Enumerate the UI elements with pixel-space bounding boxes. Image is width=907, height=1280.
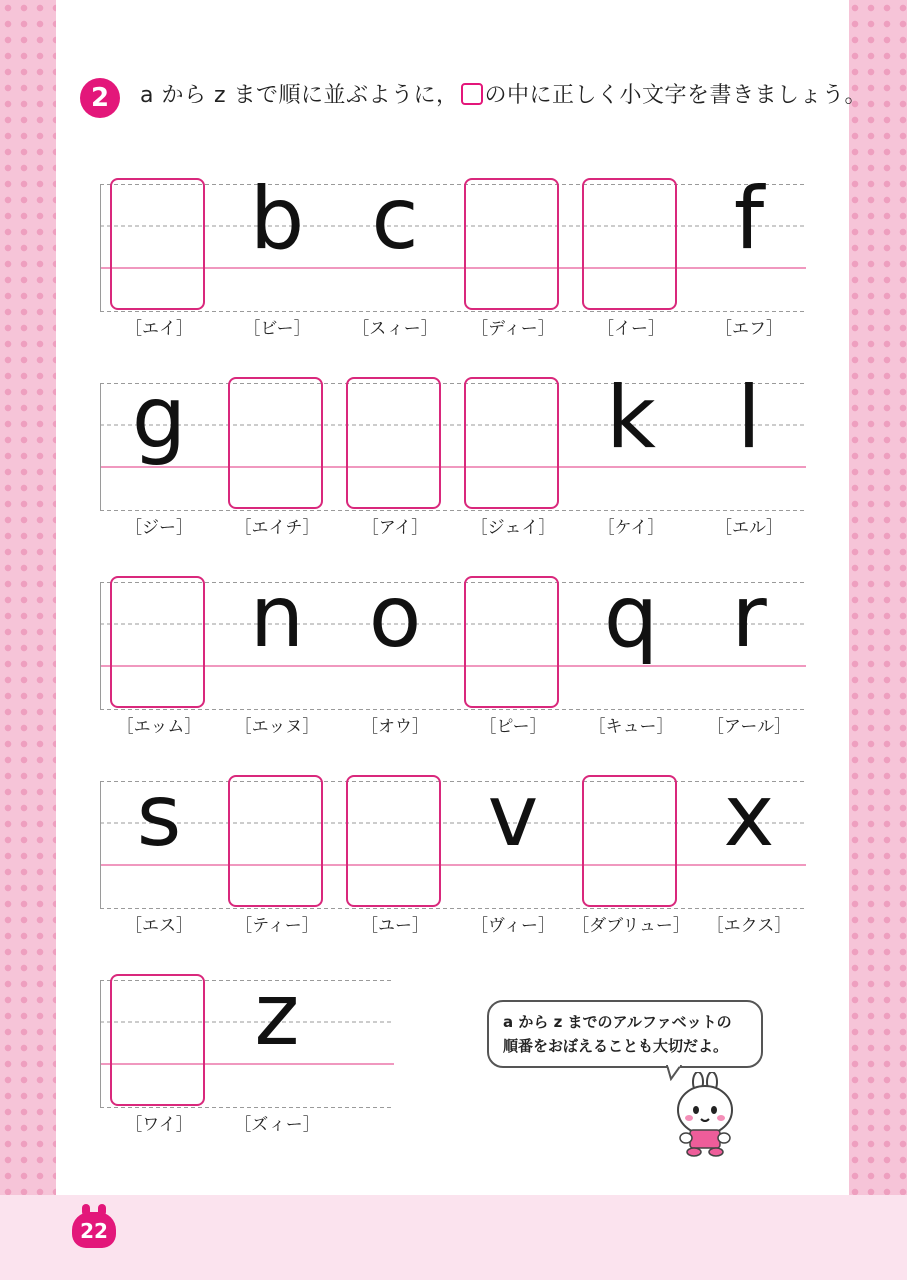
- writing-row: [100, 567, 806, 737]
- printed-letter: z: [254, 965, 300, 1065]
- letter-reading: ［スィー］: [352, 319, 438, 339]
- answer-box[interactable]: [228, 775, 323, 907]
- answer-box[interactable]: [464, 377, 559, 509]
- letter-cell: [218, 567, 336, 710]
- letter-cell: [100, 766, 218, 909]
- footer-band: [0, 1195, 907, 1280]
- letter-reading: ［エイ］: [125, 319, 193, 339]
- letter-cell: [218, 169, 336, 312]
- blank-letter-cell[interactable]: [572, 184, 690, 312]
- letter-reading: ［エイチ］: [234, 518, 320, 538]
- writing-row: [100, 965, 394, 1135]
- letter-reading: ［イー］: [597, 319, 665, 339]
- blank-letter-cell[interactable]: [100, 184, 218, 312]
- letter-cell: [572, 567, 690, 710]
- letter-reading: ［ユー］: [361, 916, 429, 936]
- writing-row: [100, 368, 806, 538]
- printed-letter: f: [733, 169, 765, 269]
- bubble-line-2: 順番をおぼえることも大切だよ。: [503, 1037, 729, 1055]
- printed-letter: s: [136, 766, 182, 866]
- question-number-badge: 2: [80, 78, 120, 118]
- letter-reading: ［ジェイ］: [470, 518, 556, 538]
- blank-letter-cell[interactable]: [336, 781, 454, 909]
- letter-reading: ［アール］: [706, 717, 792, 737]
- printed-letter: v: [487, 766, 539, 866]
- letter-reading: ［アイ］: [361, 518, 429, 538]
- blank-letter-cell[interactable]: [454, 184, 572, 312]
- instruction-text-2: の中に正しく小文字を書きましょう。: [484, 83, 868, 108]
- letter-reading: ［ケイ］: [597, 518, 665, 538]
- badge-ear-left: [82, 1204, 90, 1216]
- letter-reading: ［エス］: [125, 916, 193, 936]
- printed-letter: r: [731, 567, 767, 667]
- letter-cell: [690, 766, 808, 909]
- letter-reading: ［ヴィー］: [471, 916, 555, 936]
- letter-cell: [690, 368, 808, 511]
- bubble-line-1: a から z までのアルファベットの: [503, 1013, 732, 1031]
- printed-letter: l: [737, 368, 761, 468]
- printed-letter: o: [368, 567, 422, 667]
- letter-reading: ［ズィー］: [234, 1115, 320, 1135]
- printed-letter: n: [249, 567, 305, 667]
- printed-letter: g: [131, 368, 187, 468]
- blank-letter-cell[interactable]: [454, 582, 572, 710]
- letter-reading: ［ディー］: [471, 319, 555, 339]
- page-number-badge: [72, 1212, 116, 1248]
- answer-box[interactable]: [110, 576, 205, 708]
- letter-cell: [454, 766, 572, 909]
- letter-reading: ［エクス］: [706, 916, 792, 936]
- printed-letter: x: [723, 766, 775, 866]
- answer-box[interactable]: [582, 178, 677, 310]
- blank-letter-cell[interactable]: [218, 383, 336, 511]
- letter-cell: [336, 567, 454, 710]
- right-polka-border: [847, 0, 907, 1195]
- letter-reading: ［ダブリュー］: [572, 916, 690, 936]
- blank-letter-cell[interactable]: [336, 383, 454, 511]
- letter-reading: ［エッヌ］: [234, 717, 320, 737]
- answer-box[interactable]: [346, 775, 441, 907]
- letter-reading: ［ティー］: [235, 916, 319, 936]
- answer-box[interactable]: [110, 178, 205, 310]
- answer-box[interactable]: [346, 377, 441, 509]
- writing-row: [100, 766, 806, 936]
- letter-reading: ［ビー］: [243, 319, 311, 339]
- answer-box[interactable]: [582, 775, 677, 907]
- letter-cell: [690, 567, 808, 710]
- answer-box[interactable]: [464, 576, 559, 708]
- bunny-mascot-icon: [672, 1072, 742, 1158]
- printed-letter: b: [249, 169, 305, 269]
- letter-cell: [218, 965, 336, 1108]
- letter-reading: ［エフ］: [715, 319, 783, 339]
- instruction-text-1: a から z まで順に並ぶように，: [140, 83, 459, 108]
- printed-letter: c: [371, 169, 419, 269]
- printed-letter: q: [603, 567, 659, 667]
- speech-bubble: [487, 1000, 763, 1068]
- blank-letter-cell[interactable]: [218, 781, 336, 909]
- letter-cell: [100, 368, 218, 511]
- blank-box-icon: [461, 83, 483, 105]
- letter-reading: ［ワイ］: [125, 1115, 193, 1135]
- writing-row: [100, 169, 806, 339]
- page-number: 22: [80, 1219, 108, 1243]
- blank-letter-cell[interactable]: [454, 383, 572, 511]
- letter-reading: ［ピー］: [479, 717, 547, 737]
- printed-letter: k: [606, 368, 656, 468]
- letter-cell: [690, 169, 808, 312]
- blank-letter-cell[interactable]: [100, 582, 218, 710]
- letter-cell: [572, 368, 690, 511]
- letter-reading: ［キュー］: [588, 717, 674, 737]
- letter-reading: ［エッム］: [116, 717, 202, 737]
- letter-reading: ［ジー］: [125, 518, 193, 538]
- left-polka-border: [0, 0, 62, 1195]
- answer-box[interactable]: [464, 178, 559, 310]
- answer-box[interactable]: [110, 974, 205, 1106]
- letter-reading: ［エル］: [715, 518, 783, 538]
- answer-box[interactable]: [228, 377, 323, 509]
- blank-letter-cell[interactable]: [100, 980, 218, 1108]
- badge-ear-right: [98, 1204, 106, 1216]
- question-instruction: [140, 78, 868, 109]
- letter-cell: [336, 169, 454, 312]
- letter-reading: ［オウ］: [361, 717, 429, 737]
- blank-letter-cell[interactable]: [572, 781, 690, 909]
